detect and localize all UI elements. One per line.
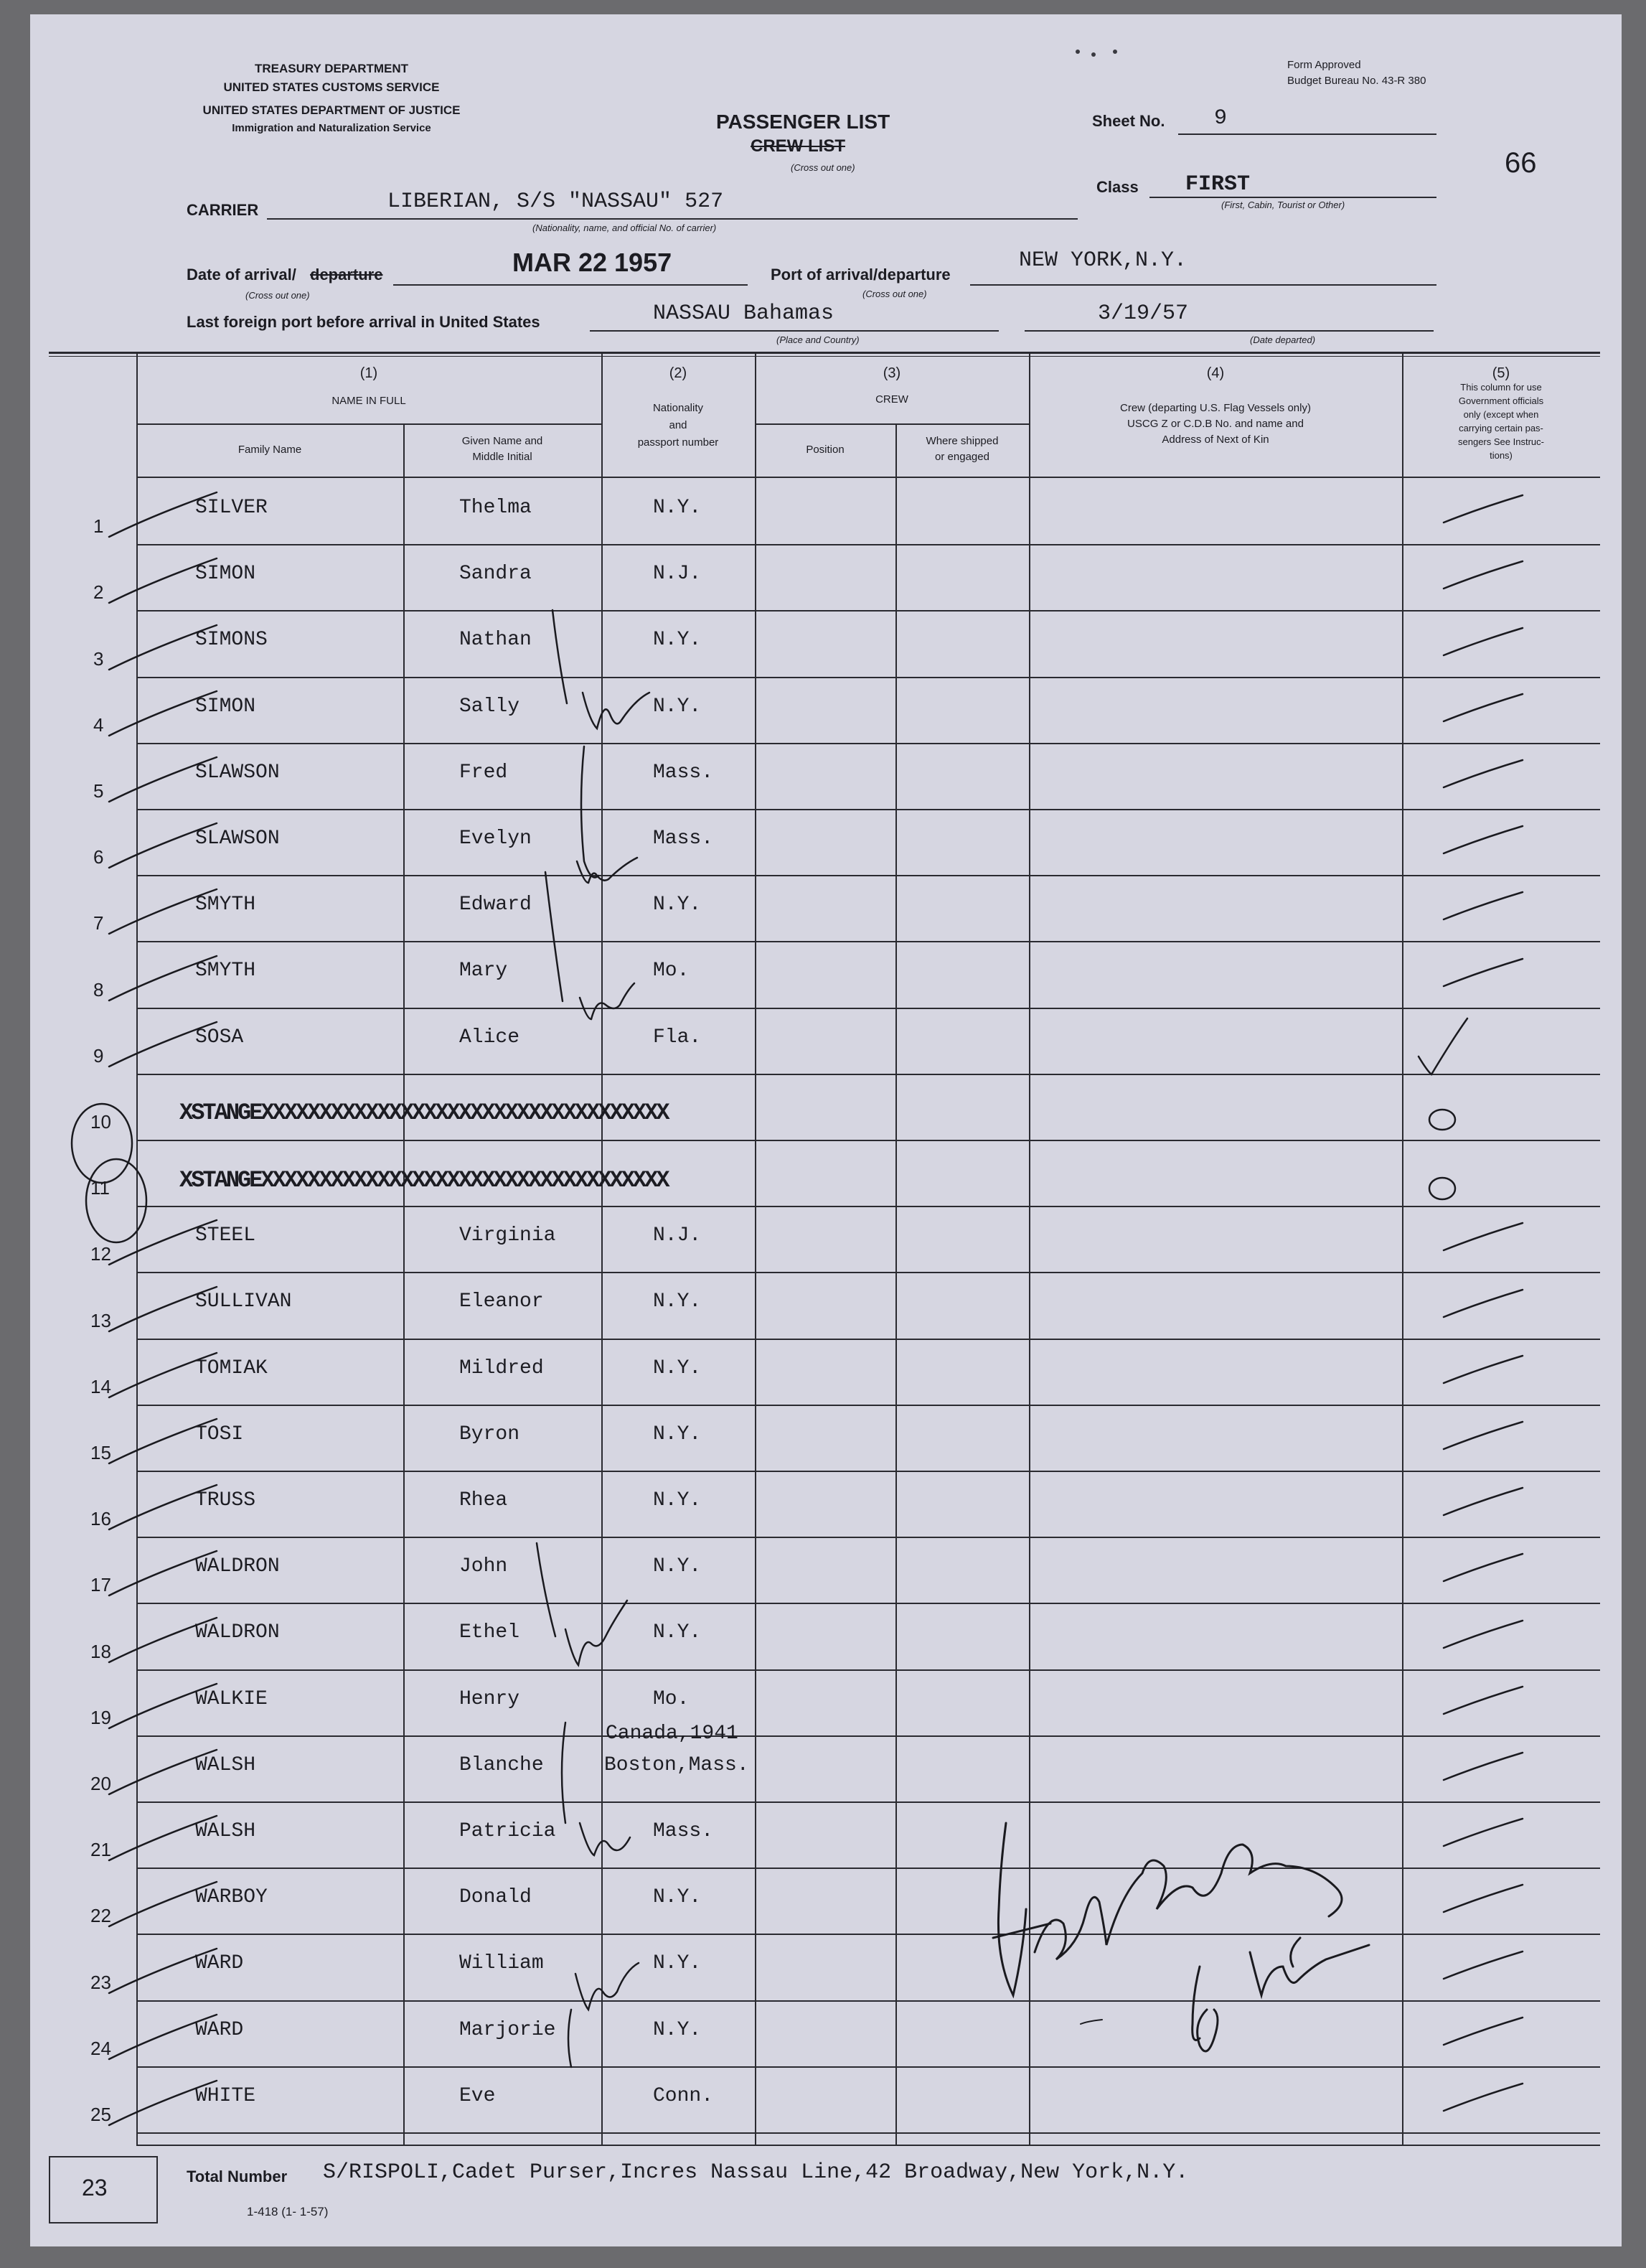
nationality: Mass. bbox=[653, 762, 714, 784]
family-name: TRUSS bbox=[195, 1489, 256, 1512]
given-name: Eleanor bbox=[459, 1290, 544, 1313]
given-name: Virginia bbox=[459, 1224, 556, 1247]
slash-mark-icon bbox=[1444, 1951, 1523, 1979]
row-number: 15 bbox=[90, 1442, 111, 1463]
col3-where-header-a: Where shipped bbox=[926, 435, 999, 447]
row-number: 18 bbox=[90, 1641, 111, 1662]
col3-where-header-b: or engaged bbox=[935, 451, 989, 463]
class-value: FIRST bbox=[1185, 172, 1251, 197]
sheet-label: Sheet No. bbox=[1092, 112, 1165, 130]
slash-mark-icon bbox=[109, 1882, 217, 1926]
nationality: N.Y. bbox=[653, 1290, 702, 1313]
agency-line-1: TREASURY DEPARTMENT bbox=[254, 62, 409, 75]
slash-mark-icon bbox=[109, 1419, 217, 1463]
slash-mark-icon bbox=[1444, 1422, 1523, 1449]
row-number: 3 bbox=[93, 648, 104, 670]
nationality: N.Y. bbox=[653, 695, 702, 718]
last-port-value: NASSAU Bahamas bbox=[653, 301, 834, 326]
row-number: 13 bbox=[90, 1310, 111, 1331]
col4-header-b: USCG Z or C.D.B No. and name and bbox=[1127, 418, 1304, 430]
col4-header-a: Crew (departing U.S. Flag Vessels only) bbox=[1120, 402, 1311, 414]
slash-mark-icon bbox=[1444, 1223, 1523, 1250]
nationality: N.Y. bbox=[653, 1555, 702, 1578]
class-label: Class bbox=[1096, 178, 1139, 196]
family-name: WALDRON bbox=[195, 1621, 280, 1644]
slash-mark-icon bbox=[1444, 495, 1523, 523]
given-name: Blanche bbox=[459, 1754, 544, 1776]
family-name: WALSH bbox=[195, 1820, 256, 1842]
slash-mark-icon bbox=[109, 558, 217, 603]
carrier-hint: (Nationality, name, and official No. of carrier) bbox=[532, 222, 717, 233]
row-number: 5 bbox=[93, 780, 104, 802]
total-count-box: 23 bbox=[82, 2175, 108, 2201]
col3-number: (3) bbox=[883, 365, 901, 381]
form-title-crossed: CREW LIST bbox=[751, 136, 845, 156]
row-number: 14 bbox=[90, 1376, 111, 1397]
nationality: Boston,Mass. bbox=[604, 1754, 749, 1776]
page-mark: 66 bbox=[1505, 147, 1537, 179]
row-number: 17 bbox=[90, 1574, 111, 1595]
row-number: 22 bbox=[90, 1905, 111, 1926]
last-port-label: Last foreign port before arrival in United States bbox=[187, 313, 540, 331]
slash-mark-icon bbox=[109, 757, 217, 802]
carrier-value: LIBERIAN, S/S "NASSAU" 527 bbox=[387, 189, 724, 214]
nationality-note: Canada,1941 bbox=[606, 1723, 738, 1745]
slash-mark-icon bbox=[109, 1220, 217, 1265]
nationality: N.Y. bbox=[653, 1621, 702, 1644]
total-number-label: Total Number bbox=[187, 2168, 288, 2185]
given-name: Fred bbox=[459, 762, 508, 784]
nationality: N.Y. bbox=[653, 894, 702, 916]
slash-mark-icon bbox=[1444, 760, 1523, 787]
family-name: SULLIVAN bbox=[195, 1290, 292, 1313]
budget-bureau-no: Budget Bureau No. 43-R 380 bbox=[1287, 75, 1426, 87]
col1-number: (1) bbox=[359, 365, 378, 381]
col2-number: (2) bbox=[669, 365, 687, 381]
nationality: N.Y. bbox=[653, 1423, 702, 1445]
family-name: WARD bbox=[195, 2019, 244, 2041]
col5-header-e: sengers See Instruc- bbox=[1458, 436, 1544, 447]
row-check-slashes-left bbox=[109, 492, 217, 2125]
col5-header-c: only (except when bbox=[1463, 409, 1539, 420]
given-name: Eve bbox=[459, 2085, 496, 2107]
initials-marks bbox=[537, 610, 649, 2067]
slash-mark-icon bbox=[1444, 959, 1523, 986]
col1-family-header: Family Name bbox=[238, 444, 302, 456]
nationality: Mo. bbox=[653, 960, 690, 982]
given-name: Mildred bbox=[459, 1357, 544, 1379]
nationality: N.J. bbox=[653, 563, 702, 585]
class-hint: (First, Cabin, Tourist or Other) bbox=[1221, 200, 1345, 210]
given-name: Marjorie bbox=[459, 2019, 556, 2041]
row-number: 10 bbox=[90, 1111, 111, 1133]
nationality: N.Y. bbox=[653, 2019, 702, 2041]
family-name: TOSI bbox=[195, 1423, 244, 1445]
family-name: SIMONS bbox=[195, 629, 268, 651]
port-label: Port of arrival/departure bbox=[771, 266, 951, 284]
family-name: WARBOY bbox=[195, 1886, 268, 1908]
checkmark-icon bbox=[1419, 1018, 1467, 1074]
agency-line-3: UNITED STATES DEPARTMENT OF JUSTICE bbox=[202, 103, 461, 117]
given-name: Henry bbox=[459, 1688, 520, 1710]
form-approved: Form Approved bbox=[1287, 59, 1361, 71]
slash-mark-icon bbox=[1444, 628, 1523, 655]
row-number: 23 bbox=[90, 1972, 111, 1993]
col2-header-b: and bbox=[669, 419, 687, 431]
date-label-departure: departure bbox=[310, 266, 383, 284]
family-name: WALSH bbox=[195, 1754, 256, 1776]
col1-title: NAME IN FULL bbox=[331, 395, 406, 407]
given-name: Ethel bbox=[459, 1621, 520, 1644]
date-departed: 3/19/57 bbox=[1098, 301, 1189, 326]
nationality: N.J. bbox=[653, 1224, 702, 1247]
nationality: N.Y. bbox=[653, 1357, 702, 1379]
row-circles-icon bbox=[72, 1104, 1455, 1242]
given-name: Sandra bbox=[459, 563, 532, 585]
slash-mark-icon bbox=[109, 1551, 217, 1595]
col5-header-f: tions) bbox=[1490, 450, 1513, 461]
dash-mark-icon bbox=[1081, 2020, 1102, 2024]
col5-header-b: Government officials bbox=[1458, 395, 1544, 406]
slash-mark-icon bbox=[109, 1618, 217, 1662]
row-number: 20 bbox=[90, 1773, 111, 1794]
given-name: Alice bbox=[459, 1026, 520, 1049]
slash-mark-icon bbox=[109, 1485, 217, 1529]
agency-line-4: Immigration and Naturalization Service bbox=[232, 122, 431, 134]
given-name: William bbox=[459, 1952, 544, 1974]
slash-mark-icon bbox=[1444, 1885, 1523, 1912]
slash-mark-icon bbox=[1444, 1819, 1523, 1846]
nationality: N.Y. bbox=[653, 1489, 702, 1512]
given-name: Nathan bbox=[459, 629, 532, 651]
slash-mark-icon bbox=[109, 2015, 217, 2059]
slash-mark-icon bbox=[1444, 2084, 1523, 2111]
row-number: 24 bbox=[90, 2038, 111, 2059]
nationality: N.Y. bbox=[653, 1952, 702, 1974]
given-name: Evelyn bbox=[459, 828, 532, 850]
row-number: 2 bbox=[93, 581, 104, 603]
slash-mark-icon bbox=[109, 1949, 217, 1993]
given-name: Mary bbox=[459, 960, 508, 982]
nationality: N.Y. bbox=[653, 1886, 702, 1908]
slash-mark-icon bbox=[1444, 1621, 1523, 1648]
slash-mark-icon bbox=[1444, 1290, 1523, 1317]
col1-given-header-b: Middle Initial bbox=[472, 451, 532, 463]
family-name: SLAWSON bbox=[195, 762, 280, 784]
col5-header-d: carrying certain pas- bbox=[1459, 423, 1543, 434]
col2-header-c: passport number bbox=[637, 436, 719, 449]
family-name: WALDRON bbox=[195, 1555, 280, 1578]
row-number: 6 bbox=[93, 846, 104, 868]
row-number: 25 bbox=[90, 2104, 111, 2125]
row-number: 12 bbox=[90, 1243, 111, 1265]
family-name: SMYTH bbox=[195, 894, 256, 916]
slash-mark-icon bbox=[109, 2081, 217, 2125]
nationality: Mass. bbox=[653, 1820, 714, 1842]
crossed-row-10: XSTANGEXXXXXXXXXXXXXXXXXXXXXXXXXXXXXXXXXXX bbox=[179, 1100, 668, 1126]
slash-mark-icon bbox=[109, 1022, 217, 1067]
given-name: Sally bbox=[459, 695, 520, 718]
given-name: Rhea bbox=[459, 1489, 508, 1512]
slash-mark-icon bbox=[1444, 694, 1523, 721]
family-name: SILVER bbox=[195, 497, 268, 519]
col3-title: CREW bbox=[875, 393, 908, 406]
passenger-list-sheet bbox=[30, 14, 1622, 2246]
nationality: N.Y. bbox=[653, 629, 702, 651]
slash-mark-icon bbox=[1444, 892, 1523, 919]
purser-statement: S/RISPOLI,Cadet Purser,Incres Nassau Line,42 Broadway,New York,N.Y. bbox=[323, 2160, 1189, 2185]
family-name: TOMIAK bbox=[195, 1357, 268, 1379]
given-name: John bbox=[459, 1555, 508, 1578]
family-name: WHITE bbox=[195, 2085, 256, 2107]
speck-marks-icon bbox=[1076, 50, 1117, 57]
family-name: WALKIE bbox=[195, 1688, 268, 1710]
nationality: Fla. bbox=[653, 1026, 702, 1049]
nationality: Conn. bbox=[653, 2085, 714, 2107]
row-number: 7 bbox=[93, 912, 104, 934]
slash-mark-icon bbox=[1444, 1687, 1523, 1714]
slash-mark-icon bbox=[1444, 561, 1523, 589]
col2-header-a: Nationality bbox=[652, 402, 704, 414]
slash-mark-icon bbox=[109, 1684, 217, 1728]
col5-header-a: This column for use bbox=[1460, 382, 1542, 393]
row-number: 19 bbox=[90, 1707, 111, 1728]
slash-mark-icon bbox=[1444, 1488, 1523, 1515]
form-number: 1-418 (1- 1-57) bbox=[247, 2205, 329, 2218]
col5-number: (5) bbox=[1492, 365, 1510, 381]
date-label-arrival: Date of arrival/ bbox=[187, 266, 296, 284]
slash-mark-icon bbox=[1444, 1554, 1523, 1581]
family-name: SIMON bbox=[195, 563, 256, 585]
given-name: Edward bbox=[459, 894, 532, 916]
agency-line-2: UNITED STATES CUSTOMS SERVICE bbox=[223, 80, 440, 94]
family-name: SLAWSON bbox=[195, 828, 280, 850]
family-name: SOSA bbox=[195, 1026, 244, 1049]
cross-out-hint: (Cross out one) bbox=[791, 162, 855, 173]
row-number: 11 bbox=[90, 1177, 110, 1199]
slash-mark-icon bbox=[109, 492, 217, 537]
given-name: Donald bbox=[459, 1886, 532, 1908]
col4-header-c: Address of Next of Kin bbox=[1162, 434, 1269, 446]
slash-mark-icon bbox=[109, 1750, 217, 1794]
last-port-hint: (Place and Country) bbox=[776, 334, 860, 345]
row-number: 21 bbox=[90, 1839, 111, 1860]
date-hint: (Cross out one) bbox=[245, 290, 310, 301]
col1-given-header-a: Given Name and bbox=[461, 435, 543, 447]
slash-mark-icon bbox=[1444, 1753, 1523, 1780]
family-name: SIMON bbox=[195, 695, 256, 718]
row-number: 1 bbox=[93, 515, 104, 537]
family-name: SMYTH bbox=[195, 960, 256, 982]
slash-mark-icon bbox=[109, 625, 217, 670]
nationality: N.Y. bbox=[653, 497, 702, 519]
slash-mark-icon bbox=[1444, 2018, 1523, 2045]
date-departed-hint: (Date departed) bbox=[1250, 334, 1316, 345]
sheet-number: 9 bbox=[1214, 106, 1228, 131]
slash-mark-icon bbox=[109, 691, 217, 736]
crossed-row-11: XSTANGEXXXXXXXXXXXXXXXXXXXXXXXXXXXXXXXXXXX bbox=[179, 1167, 668, 1194]
given-name: Thelma bbox=[459, 497, 532, 519]
col3-position-header: Position bbox=[806, 444, 845, 456]
family-name: STEEL bbox=[195, 1224, 256, 1247]
slash-mark-icon bbox=[109, 889, 217, 934]
slash-mark-icon bbox=[1444, 826, 1523, 853]
officer-signature bbox=[993, 1823, 1369, 2051]
nationality: Mo. bbox=[653, 1688, 690, 1710]
carrier-label: CARRIER bbox=[187, 201, 259, 219]
handwritten-annotations bbox=[30, 14, 1622, 2246]
col4-number: (4) bbox=[1206, 365, 1225, 381]
slash-mark-icon bbox=[109, 1353, 217, 1397]
slash-mark-icon bbox=[109, 1287, 217, 1331]
form-title: PASSENGER LIST bbox=[716, 111, 890, 133]
row-check-slashes-right bbox=[1444, 495, 1523, 2111]
arrival-date-stamp: MAR 22 1957 bbox=[512, 248, 672, 277]
row-number: 4 bbox=[93, 714, 104, 736]
slash-mark-icon bbox=[109, 956, 217, 1001]
given-name: Patricia bbox=[459, 1820, 556, 1842]
port-value: NEW YORK,N.Y. bbox=[1019, 248, 1188, 273]
slash-mark-icon bbox=[109, 1816, 217, 1860]
slash-mark-icon bbox=[109, 823, 217, 868]
port-hint: (Cross out one) bbox=[862, 289, 927, 299]
nationality: Mass. bbox=[653, 828, 714, 850]
row-number: 16 bbox=[90, 1508, 111, 1529]
row-number: 9 bbox=[93, 1045, 104, 1067]
row-number: 8 bbox=[93, 979, 104, 1001]
given-name: Byron bbox=[459, 1423, 520, 1445]
slash-mark-icon bbox=[1444, 1356, 1523, 1383]
family-name: WARD bbox=[195, 1952, 244, 1974]
